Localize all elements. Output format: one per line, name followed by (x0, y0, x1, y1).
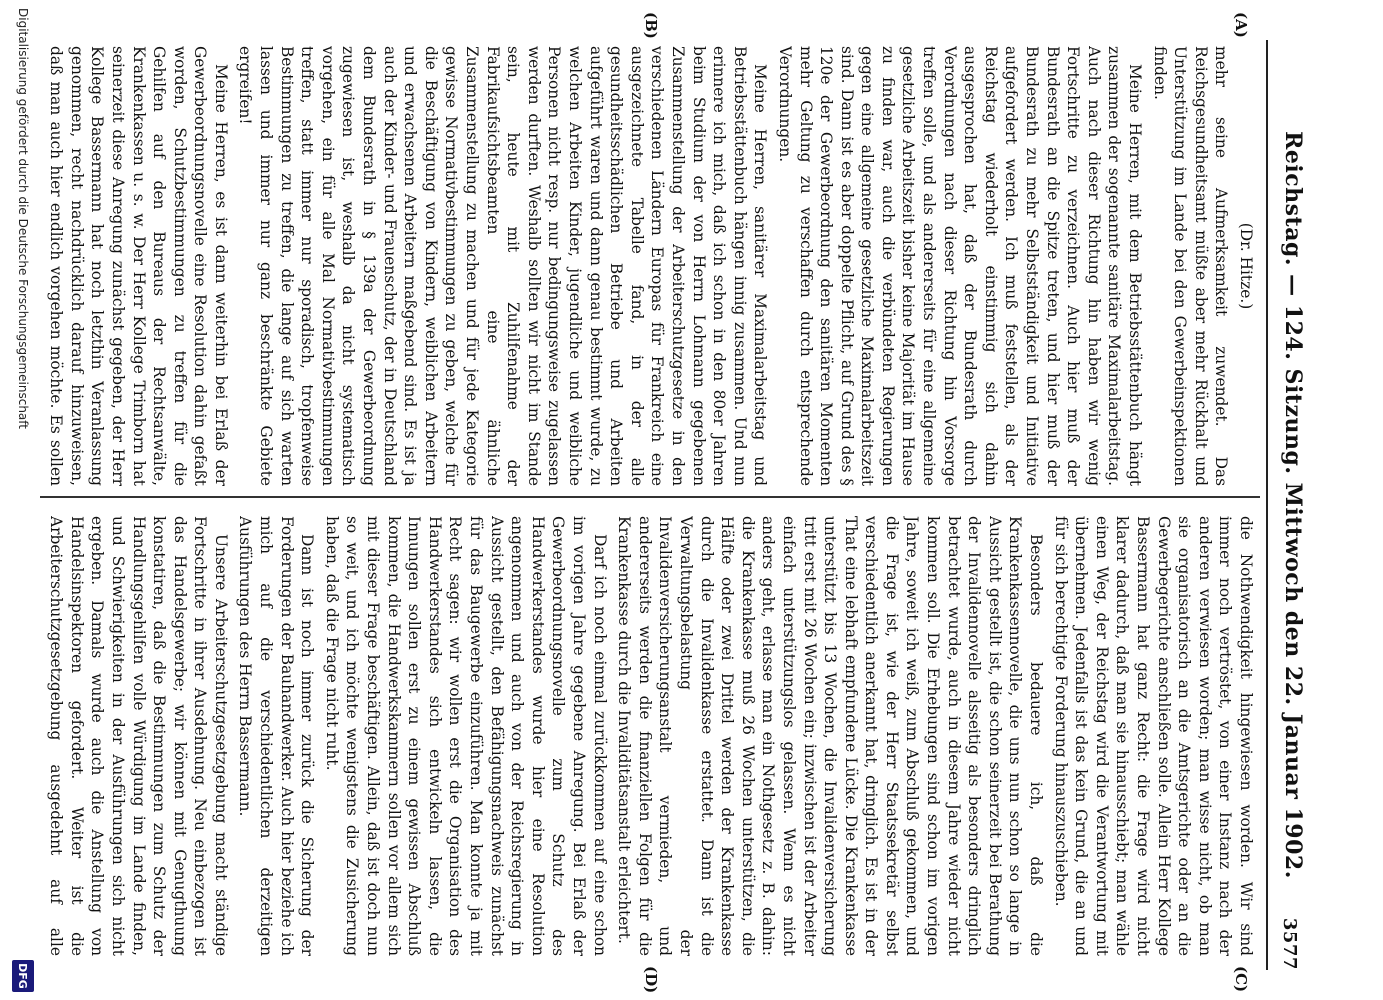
page-header-title: Reichstag. — 124. Sitzung. Mittwoch den 22. Januar 1902. (1280, 131, 1306, 879)
column-divider (40, 496, 1260, 498)
page-header (1272, 40, 1306, 970)
digitization-credit: Digitalisierung gefördert durch die Deutsche Forschungsgemeinschaft (16, 8, 30, 430)
paragraph: die Nothwendigkeit hingewiesen worden. Wir sind immer noch vertröstet, von einer Instanz nach der anderen verwiesen worden; man wisse nicht, ob man sie organisatorisch an die Amtsgerichte oder an die Gewerbegerichte anschließen solle. Allein Herr Kollege Bassermann hat ganz Recht: die Frage wird nicht klarer dadurch, daß man sie hinausschiebt; man wähle einen Weg, der Reichstag wird die Verantwortung mit übernehmen. Jedenfalls ist das kein Grund, die an und für sich berechtigte Forderung hinauszuschieben. (1051, 516, 1255, 956)
paragraph: Dann ist noch immer zurück die Sicherung der Forderungen der Bauhandwerker. Auch hier beziehe ich mich auf die verschiedentlichen derzeitigen Ausführungen des Herrn Bassermann. (236, 516, 317, 956)
speaker-name: (Dr. Hitze.) (1237, 222, 1255, 310)
margin-mark-a: (A) (1232, 12, 1250, 38)
right-text-column (46, 516, 1256, 956)
dfg-logo-icon: DFG (12, 960, 34, 992)
paragraph: mehr seine Aufmerksamkeit zuwendet. Das Reichsgesundheitsamt müßte aber mehr Rückhalt und Unterstützung im Lande bei den Gewerbeinspektionen finden. (1150, 46, 1231, 486)
left-text-column (46, 46, 1256, 486)
paragraph: Meine Herren, sanitärer Maximalarbeitstag und Betriebsstättenbuch hängen innig zusammen. Und nun erinnere ich mich, daß ich schon in den 80er Jahren beim Studium der von Herrn Lohmann gegebenen Zusammenstellung der Arbeiterschutzgesetze in den verschiedenen Ländern Europas für Frankreich eine ausgezeichnete Tabelle fand, in der alle gesundheitsschädlichen Betriebe und Arbeiten aufgeführt waren und dann genau bestimmt wurde, zu welchen Arbeiten Kinder, jugendliche und weibliche Personen nicht resp. nur bedingungsweise zugelassen werden durften. Weshalb sollten wir nicht im Stande sein, heute mit Zuhilfenahme der Fabrikaufsichtsbeamten eine ähnliche Zusammenstellung zu machen und für jede Kategorie gewisse Normativbestimmungen zu geben, welche für die Beschäftigung von Kindern, weiblichen Arbeitern und erwachsenen Arbeitern maßgebend sind. Es ist ja auch der Kinder- und Frauenschutz, der in Deutschland dem Bundesrath in § 139a der Gewerbeordnung zugewiesen ist, weshalb da nicht systematisch vorgehen, ein für alle Mal Normativbestimmungen treffen, statt immer nur sporadisch, tropfenweise Bestimmungen zu treffen, die lange auf sich warten lassen und immer nur ganz beschränkte Gebiete ergreifen! (236, 46, 770, 486)
paragraph: Meine Herren, es ist dann weiterhin bei Erlaß der Gewerbeordnungsnovelle eine Resolution dahin gefaßt worden, Schutzbestimmungen zu treffen für die Gehilfen auf den Bureaus der Rechtsanwälte, Krankenkassen u. s. w. Der Herr Kollege Trimborn hat seinerzeit diese Anregung zunächst gegeben, der Herr Kollege Bassermann hat noch letzthin Veranlassung genommen, recht nachdrücklich darauf hinzuweisen, daß man auch hier endlich vorgehen möchte. Es sollen (47, 46, 230, 486)
header-rule (1266, 40, 1268, 970)
paragraph: Meine Herren, mit dem Betriebsstättenbuch hängt zusammen der sogenannte sanitäre Maximalarbeitstag. Auch nach dieser Richtung hin haben wir wenig Fortschritte zu verzeichnen. Auch hier muß der Bundesrath an die Spitze treten, und hier muß der Bundesrath zu mehr Selbstständigkeit und Initiative aufgefordert werden. Ich muß feststellen, als der Reichstag wiederholt einstimmig sich dahin ausgesprochen hat, daß der Bundesrath durch Verordnungen nach dieser Richtung hin Vorsorge treffen solle, und als andererseits für eine allgemeine gesetzliche Arbeitszeit bisher keine Majorität im Hause zu finden war, auch die verbündeten Regierungen gegen eine allgemeine gesetzliche Maximalarbeitszeit sind. Dann ist es aber doppelte Pflicht, auf Grund des § 120e der Gewerbeordnung den sanitären Momenten mehr Geltung zu verschaffen durch entsprechende Verordnungen. (775, 46, 1145, 486)
paragraph: Besonders bedauere ich, daß die Krankenkassennovelle, die uns nun schon so lange in Aussicht gestellt ist, die schon seinerzeit bei Berathung der Invalidennovelle alsseitig als besonders dringlich betrachtet wurde, auch in diesem Jahre wieder nicht kommen soll. Die Erhebungen sind schon im vorigen Jahre, soweit ich weiß, zum Abschluß gekommen, und die Frage ist, wie der Herr Staatssekretär selbst verschiedentlich anerkannt hat, dringlich. Es ist in der That eine lebhaft empfundene Lücke. Die Krankenkasse unterstützt bis 13 Wochen, die Invalidenversicherung tritt erst mit 26 Wochen ein; inzwischen ist der Arbeiter einfach unterstützungslos gelassen. Wenn es nicht anders geht, erlasse man ein Nothgesetz z. B. dahin: die Krankenkasse muß 26 Wochen unterstützen, die Hälfte oder zwei Drittel werden der Krankenkasse durch die Invalidenkasse erstattet. Dann ist die Verwaltungsbelastung der Invalidenversicherungsanstalt vermieden, und andererseits werden die finanziellen Folgen für die Krankenkasse durch die Invaliditätsanstalt erleichtert. (615, 516, 1046, 956)
paragraph: Darf ich noch einmal zurückkommen auf eine schon im vorigen Jahre gegebene Anregung. Bei Erlaß der Gewerbeordnungsnovelle zum Schutz des Handwerkerstandes wurde hier eine Resolution angenommen und auch von der Reichsregierung in Aussicht gestellt, den Befähigungsnachweis zunächst für das Baugewerbe einzuführen. Man konnte ja mit Recht sagen: wir wollen erst die Organisation des Handwerkerstandes sich entwickeln lassen, die Innungen sollen erst zu einem gewissen Abschluß kommen, die Handwerkskammern sollen vor allem sich mit dieser Frage beschäftigen. Allein, daß ist doch nun so weit, und ich möchte wenigstens die Zusicherung haben, daß die Frage nicht ruht. (322, 516, 609, 956)
scan-footer (0, 0, 40, 1000)
page-number: 3577 (1279, 917, 1300, 970)
margin-mark-c: (C) (1232, 966, 1250, 993)
margin-mark-b: (B) (642, 12, 660, 39)
paragraph: Unsere Arbeiterschutzgesetzgebung macht ständige Fortschritte in ihrer Ausdehnung. Neu einbezogen ist das Handelsgewerbe; wir können mit Genugthuung konstatiren, daß die Bestimmungen zum Schutz der Handlungsgehilfen volle Würdigung im Lande finden, und Schwierigkeiten in der Ausführungen sich nicht ergeben. Damals wurde auch die Anstellung von Handelsinspektoren gefordert. Weiter ist die Arbeiterschutzgesetzgebung ausgedehnt auf alle (47, 516, 230, 956)
margin-mark-d: (D) (642, 966, 660, 994)
